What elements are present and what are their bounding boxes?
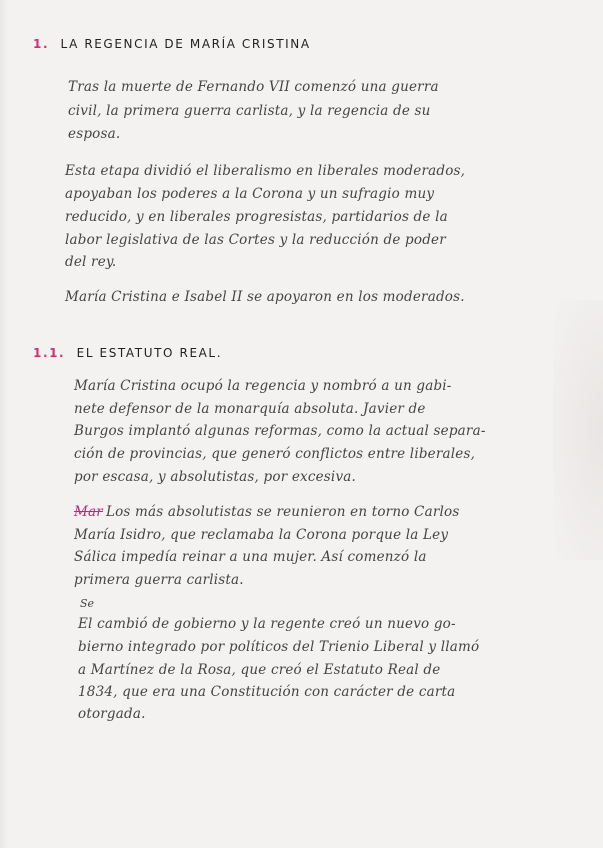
p2-line-3: reducido, y en liberales progresistas, partidarios de la [65, 209, 448, 225]
p1-line-3: esposa. [68, 126, 121, 142]
p6-line-2: bierno integrado por políticos del Trienio Liberal y llamó [78, 639, 480, 655]
section-title-2: EL ESTATUTO REAL. [76, 346, 223, 360]
p2-line-4: labor legislativa de las Cortes y la reducción de poder [65, 232, 446, 248]
section-title-1: LA REGENCIA DE MARÍA CRISTINA [60, 37, 311, 51]
p5-line-2: María Isidro, que reclamaba la Corona porque la Ley [74, 527, 449, 543]
p3-line-1: María Cristina e Isabel II se apoyaron en los moderados. [65, 289, 465, 305]
insertion-note: Se [80, 597, 95, 610]
p4-line-2: nete defensor de la monarquía absoluta. Javier de [74, 401, 426, 417]
p4-line-4: ción de provincias, que generó conflictos entre liberales, [74, 446, 476, 462]
p6-line-5: otorgada. [78, 706, 146, 722]
p2-line-1: Esta etapa dividió el liberalismo en liberales moderados, [65, 163, 466, 179]
p4-line-3: Burgos implantó algunas reformas, como la actual separa- [74, 423, 486, 439]
p6-line-3: a Martínez de la Rosa, que creó el Estatuto Real de [78, 662, 441, 678]
p1-line-2: civil, la primera guerra carlista, y la regencia de su [68, 103, 431, 119]
p5-line-4: primera guerra carlista. [74, 572, 244, 588]
p6-line-4: 1834, que era una Constitución con carácter de carta [78, 684, 456, 700]
p5-line-1 [74, 504, 459, 520]
p1-line-1: Tras la muerte de Fernando VII comenzó una guerra [68, 79, 439, 95]
p2-line-2: apoyaban los poderes a la Corona y un sufragio muy [65, 186, 435, 202]
p5-line-1-text: Los más absolutistas se reunieron en torno Carlos [105, 504, 460, 520]
section-number-1: 1. [33, 37, 50, 51]
p6-line-1: El cambió de gobierno y la regente creó un nuevo go- [78, 616, 456, 632]
section-number-2: 1.1. [33, 346, 66, 360]
p2-line-5: del rey. [65, 254, 117, 270]
p4-line-1: María Cristina ocupó la regencia y nombró a un gabi- [74, 378, 452, 394]
struck-word: Mar [74, 504, 103, 520]
p4-line-5: por escasa, y absolutistas, por excesiva. [74, 469, 357, 485]
p5-line-3: Sálica impedía reinar a una mujer. Así comenzó la [74, 549, 427, 565]
section-heading-2 [33, 346, 222, 360]
section-heading-1 [33, 37, 311, 51]
